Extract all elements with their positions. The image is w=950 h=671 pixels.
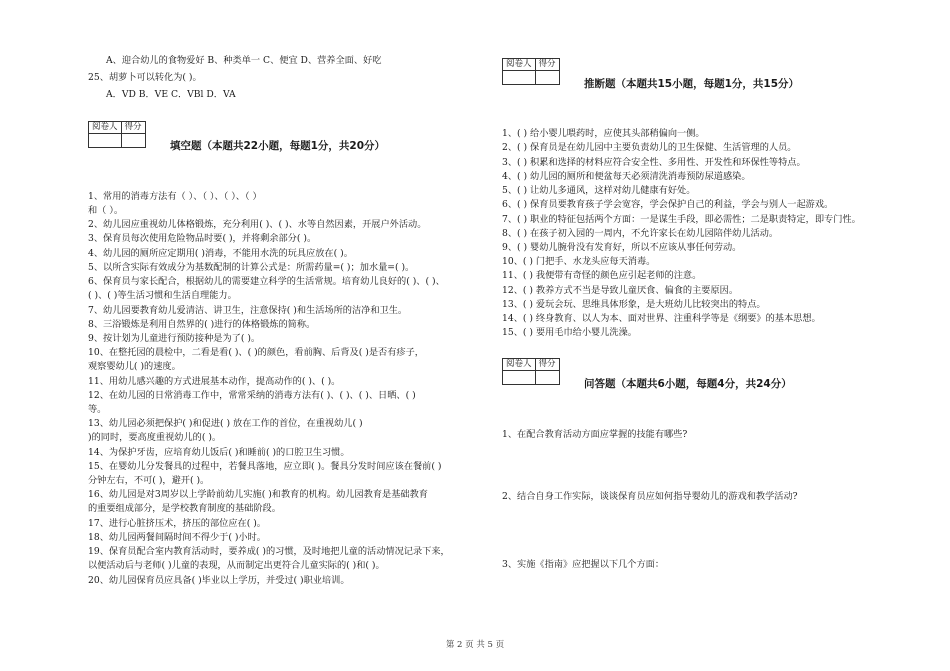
score-box-qa xyxy=(502,358,560,385)
judge-line: 8、( ) 在孩子初入园的一周内，不允许家长在幼儿园陪伴幼儿活动。 xyxy=(502,228,779,239)
fill-line: 等。 xyxy=(88,404,107,415)
fill-line: 3、保育员每次使用危险物品时要( )，并将剩余部分( )。 xyxy=(88,233,317,244)
fill-line: 9、按计划为儿童进行预防接种是为了( )。 xyxy=(88,333,261,344)
fill-line: 17、进行心脏挤压术，挤压的部位应在( )。 xyxy=(88,518,266,529)
qa-question-2: 2、结合自身工作实际，谈谈保育员应如何指导婴幼儿的游戏和教学活动? xyxy=(502,491,798,502)
fill-line: 观察婴幼儿( )的速度。 xyxy=(88,361,181,372)
score-label: 得分 xyxy=(535,359,559,371)
reviewer-label: 阅卷人 xyxy=(503,359,536,371)
judge-line: 11、( ) 我便带有奇怪的颜色应引起老师的注意。 xyxy=(502,270,702,281)
judge-line: 2、( ) 保育员是在幼儿园中主要负责幼儿的卫生保健、生活管理的人员。 xyxy=(502,142,797,153)
page-footer: 第 2 页 共 5 页 xyxy=(445,640,505,650)
fill-line: 18、幼儿园两餐间隔时间不得少于( )小时。 xyxy=(88,532,266,543)
judge-line: 6、( ) 保育员要教育孩子学会宽容，学会保护自己的利益，学会与别人一起游戏。 xyxy=(502,199,834,210)
fill-line: 8、三浴锻炼是利用自然界的( )进行的体格锻炼的简称。 xyxy=(88,319,316,330)
qa-section-title: 问答题（本题共6小题，每题4分，共24分） xyxy=(584,378,792,390)
fill-line: 11、用幼儿感兴趣的方式进展基本动作，提高动作的( )、( )。 xyxy=(88,376,341,387)
fill-line: 16、幼儿园是对3周岁以上学龄前幼儿实施( )和教育的机构。幼儿园教育是基础教育 xyxy=(88,489,428,500)
fill-line: 和（ ）。 xyxy=(88,205,124,216)
qa-question-1: 1、在配合教育活动方面应掌握的技能有哪些? xyxy=(502,429,688,440)
fill-line: 15、在婴幼儿分发餐具的过程中，若餐具落地，应立即( )。餐具分发时间应该在餐前( ) xyxy=(88,461,442,472)
score-label: 得分 xyxy=(121,122,145,134)
judge-section-title: 推断题（本题共15小题，每题1分，共15分） xyxy=(584,78,800,90)
fill-line: 7、幼儿园要教育幼儿爱清洁、讲卫生，注意保持( )和生活场所的洁净和卫生。 xyxy=(88,305,408,316)
qa-question-3: 3、实施《指南》应把握以下几个方面： xyxy=(502,559,665,570)
judge-line: 4、( ) 幼儿园的厕所和便盆每天必须清洗消毒预防尿道感染。 xyxy=(502,171,751,182)
fill-line: 4、幼儿园的厕所应定期用( )消毒，不能用水洗的玩具应放在( )。 xyxy=(88,248,353,259)
score-label: 得分 xyxy=(535,59,559,71)
fill-line: 2、幼儿园应重视幼儿体格锻炼，充分利用( )、( )、水等自然因素，开展户外活动。 xyxy=(88,219,427,230)
judge-line: 13、( ) 爱玩会玩、思维具体形象，是大班幼儿比较突出的特点。 xyxy=(502,299,766,310)
reviewer-label: 阅卷人 xyxy=(89,122,122,134)
judge-line: 5、( ) 让幼儿多通风，这样对幼儿健康有好处。 xyxy=(502,185,696,196)
fill-line: )的同时，要高度重视幼儿的( )。 xyxy=(88,432,222,443)
score-cell xyxy=(121,134,145,148)
fill-line: 6、保育员与家长配合，根据幼儿的需要建立科学的生活常规。培育幼儿良好的( )、( )、 xyxy=(88,276,445,287)
fill-line: 1、常用的消毒方法有（ ）、（ ）、（ ）、（ ） xyxy=(88,191,262,202)
fill-line: 分钟左右，不可( )，避开( )。 xyxy=(88,475,210,486)
judge-line: 9、( ) 婴幼儿腕骨没有发育好，所以不应该从事任何劳动。 xyxy=(502,242,742,253)
fill-line: 14、为保护牙齿，应培育幼儿饭后( )和睡前( )的口腔卫生习惯。 xyxy=(88,447,350,458)
fill-line: 5、以所含实际有效成分为基数配制的计算公式是：所需药量=( )；加水量=( )。 xyxy=(88,262,415,273)
fill-line: 10、在整托园的晨检中，二看是看( )、( )的颜色，看前胸、后背及( )是否有疹子， xyxy=(88,347,424,358)
fill-section-title: 填空题（本题共22小题，每题1分，共20分） xyxy=(170,140,386,152)
judge-line: 12、( ) 教养方式不当是导致儿童厌食、偏食的主要原因。 xyxy=(502,285,739,296)
reviewer-cell xyxy=(89,134,122,148)
score-cell xyxy=(535,371,559,385)
fill-line: ( )、( )等生活习惯和生活自理能力。 xyxy=(88,290,237,301)
fill-line: 以便活动后与老师( )儿童的表现，从而制定出更符合儿童实际的( )和( )。 xyxy=(88,560,385,571)
fill-line: 的重要组成部分，是学校教育制度的基础阶段。 xyxy=(88,503,281,514)
judge-line: 1、( ) 给小婴儿喂药时，应使其头部稍偏向一侧。 xyxy=(502,128,705,139)
judge-line: 3、( ) 积累和选择的材料应符合安全性、多用性、开发性和环保性等特点。 xyxy=(502,157,806,168)
reviewer-cell xyxy=(503,371,536,385)
fill-line: 12、在幼儿园的日常消毒工作中，常常采纳的消毒方法有( )、( )、( )、日晒、( ) xyxy=(88,390,416,401)
judge-line: 15、( ) 要用毛巾给小婴儿洗澡。 xyxy=(502,327,637,338)
fill-line: 20、幼儿园保育员应具备( )毕业以上学历，并受过( )职业培训。 xyxy=(88,575,350,586)
option-line: A、迎合幼儿的食物爱好 B、种类单一 C、便宜 D、营养全面、好吃 xyxy=(106,55,382,66)
judge-line: 10、( ) 门把手、水龙头应每天消毒。 xyxy=(502,256,656,267)
fill-line: 13、幼儿园必须把保护( )和促进( ) 放在工作的首位，在重视幼儿( ) xyxy=(88,418,363,429)
score-box-judge xyxy=(502,58,560,85)
reviewer-cell xyxy=(503,71,536,85)
score-cell xyxy=(535,71,559,85)
question-line: 25、胡萝卜可以转化为( )。 xyxy=(88,72,202,83)
option-line: A．VD B．VE C．VBl D．VA xyxy=(106,89,236,100)
reviewer-label: 阅卷人 xyxy=(503,59,536,71)
judge-line: 7、( ) 职业的特征包括两个方面：一是谋生手段，即必需性；二是职责特定，即专门性。 xyxy=(502,214,861,225)
fill-line: 19、保育员配合室内教育活动时，要养成( )的习惯，及时地把儿童的活动情况记录下来， xyxy=(88,546,450,557)
judge-line: 14、( ) 终身教育、以人为本、面对世界、注重科学等是《纲要》的基本思想。 xyxy=(502,313,821,324)
score-box-fill xyxy=(88,121,146,148)
